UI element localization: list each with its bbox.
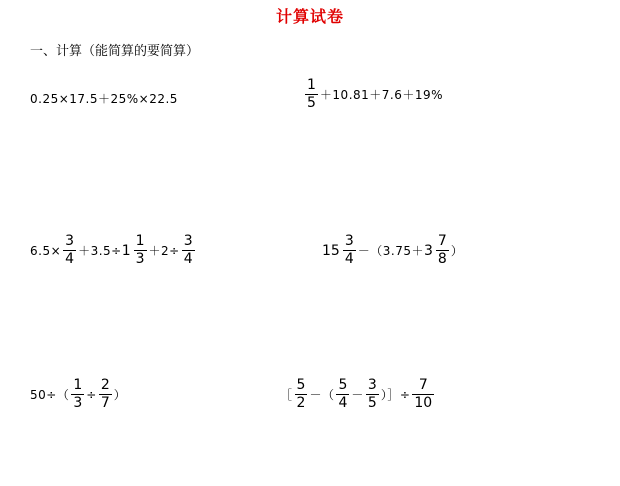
fraction xyxy=(305,78,318,111)
denominator: 8 xyxy=(437,251,447,267)
denominator: 3 xyxy=(135,251,145,267)
fraction xyxy=(182,234,195,267)
numerator: 3 xyxy=(65,233,75,249)
numerator: 1 xyxy=(307,77,316,93)
expression-text: －（ xyxy=(309,388,335,402)
problem-4 xyxy=(322,234,463,267)
mixed-number-whole: 1 xyxy=(121,242,131,259)
mixed-number-whole: 3 xyxy=(423,242,433,259)
numerator: 7 xyxy=(418,377,428,393)
fraction xyxy=(336,378,349,411)
denominator: 4 xyxy=(65,251,75,267)
expression-text: ） xyxy=(450,244,464,258)
denominator: 5 xyxy=(307,95,316,111)
fraction xyxy=(295,378,308,411)
denominator: 2 xyxy=(296,395,306,411)
fraction xyxy=(63,234,76,267)
expression-text: ＋2÷ xyxy=(148,244,180,258)
fraction xyxy=(343,234,356,267)
page-title: 计算试卷 xyxy=(275,7,344,26)
problem-3 xyxy=(30,234,197,267)
denominator: 4 xyxy=(344,251,354,267)
numerator: 3 xyxy=(367,377,377,393)
problem-1 xyxy=(30,90,178,107)
fraction xyxy=(412,378,434,411)
expression-text: ） xyxy=(113,388,127,402)
numerator: 5 xyxy=(296,377,306,393)
expression-text: ＋3.5÷ xyxy=(78,244,122,258)
fraction xyxy=(134,234,147,267)
denominator: 5 xyxy=(367,395,377,411)
numerator: 1 xyxy=(73,377,83,393)
numerator: 2 xyxy=(100,377,110,393)
operator: － xyxy=(351,388,364,402)
numerator: 3 xyxy=(344,233,354,249)
fraction xyxy=(71,378,84,411)
denominator: 10 xyxy=(414,395,433,411)
denominator: 3 xyxy=(73,395,83,411)
fraction xyxy=(436,234,449,267)
numerator: 5 xyxy=(338,377,348,393)
expression-text: 6.5× xyxy=(30,243,62,258)
problem-5 xyxy=(30,378,126,411)
bracket-open: ［ xyxy=(280,388,293,402)
fraction xyxy=(99,378,112,411)
expression-text: 50÷（ xyxy=(30,388,70,402)
numerator: 3 xyxy=(183,233,193,249)
numerator: 7 xyxy=(437,233,447,249)
expression-text: ＋10.81＋7.6＋19% xyxy=(319,88,444,102)
operator: ÷ xyxy=(86,387,97,402)
denominator: 4 xyxy=(338,395,348,411)
problem-2 xyxy=(303,78,443,111)
denominator: 7 xyxy=(100,395,110,411)
expression-text: －（3.75＋ xyxy=(357,244,424,258)
problem-6 xyxy=(280,378,436,411)
numerator: 1 xyxy=(135,233,145,249)
denominator: 4 xyxy=(183,251,193,267)
expression-text: ）］÷ xyxy=(380,388,411,402)
section-heading: 一、计算（能简算的要简算） xyxy=(30,44,200,59)
mixed-number-whole: 15 xyxy=(322,242,340,259)
fraction xyxy=(366,378,379,411)
problem-1-expression: 0.25×17.5＋25%×22.5 xyxy=(30,92,178,106)
